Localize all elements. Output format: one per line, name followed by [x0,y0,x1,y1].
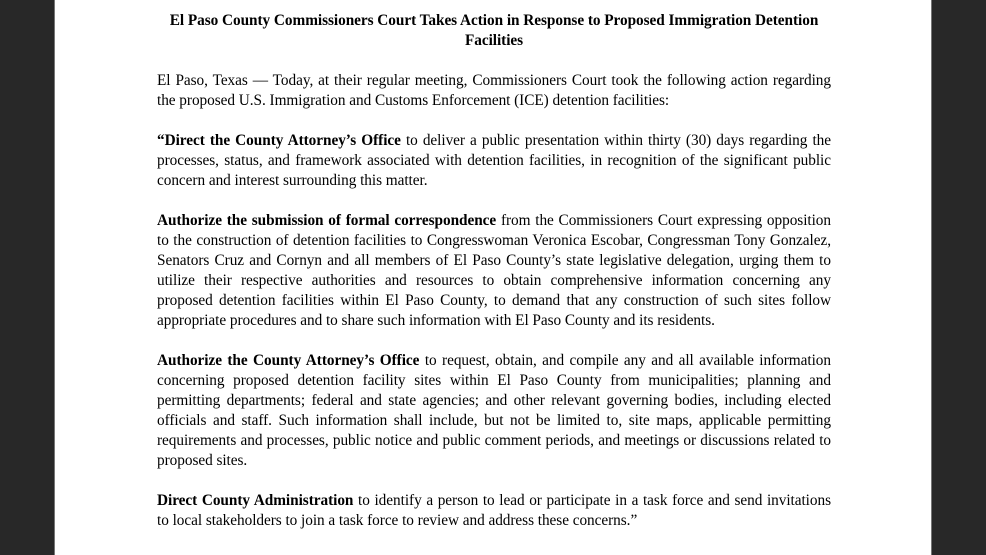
paragraph-lead-formal-correspondence: Authorize the submission of formal correspondence [157,212,497,229]
paragraph-body-county-administration: to identify a person to lead or participate in a task force and send invitations to local stakeholders to join a task force to review and address these concerns.” [157,492,831,529]
document-text-column [157,0,831,531]
paragraph-dateline [157,51,831,111]
page-title: El Paso County Commissioners Court Takes Action in Response to Proposed Immigration Detention Facilities [169,12,819,49]
paragraph-body-county-attorney-presentation: to deliver a public presentation within thirty (30) days regarding the processes, status, and framework associated with detention facilities, in recognition of the significant public concern and interest surrounding this matter. [157,132,831,189]
paragraph-action-formal-correspondence [157,191,831,331]
paragraph-action-county-administration [157,471,831,531]
paragraph-body-formal-correspondence: from the Commissioners Court expressing opposition to the construction of detention facilities to Congresswoman Veronica Escobar, Congressman Tony Gonzalez, Senators Cruz and Cornyn and all members of El Paso County’s state legislative delegation, urging them to utilize their respective authorities and resources to obtain comprehensive information concerning any proposed detention facilities within El Paso County, to demand that any construction of such sites follow appropriate procedures and to share such information with El Paso County and its residents. [157,212,831,329]
document-page [55,0,931,555]
paragraph-action-county-attorney-presentation [157,111,831,191]
paragraph-body-dateline: El Paso, Texas — Today, at their regular meeting, Commissioners Court took the following action regarding the proposed U.S. Immigration and Customs Enforcement (ICE) detention facilities: [157,72,831,109]
paragraph-action-county-attorney-compile [157,331,831,471]
paragraph-body-county-attorney-compile: to request, obtain, and compile any and all available information concerning proposed detention facility sites within El Paso County from municipalities; planning and permitting departments; federal and state agencies; and other relevant governing bodies, including elected officials and staff. Such information shall include, but not be limited to, site maps, applicable permitting requirements and processes, public notice and public comment periods, and meetings or discussions related to proposed sites. [157,352,831,469]
paragraph-lead-county-attorney-presentation: “Direct the County Attorney’s Office [157,132,401,149]
paragraph-lead-county-administration: Direct County Administration [157,492,354,509]
paragraph-lead-county-attorney-compile: Authorize the County Attorney’s Office [157,352,420,369]
